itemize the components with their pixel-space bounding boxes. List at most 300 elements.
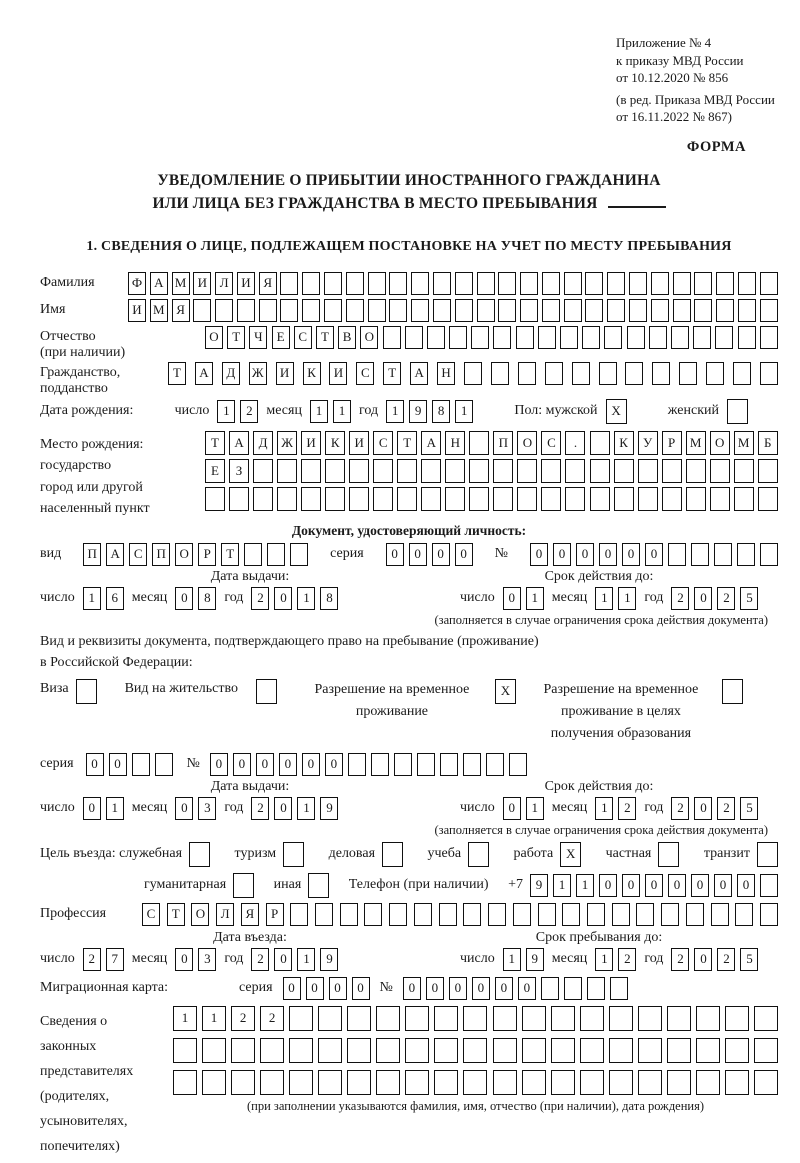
char-box[interactable] bbox=[376, 1070, 400, 1095]
char-box[interactable]: М bbox=[686, 431, 706, 455]
char-box[interactable] bbox=[545, 362, 563, 385]
char-box[interactable] bbox=[455, 299, 473, 322]
char-box[interactable] bbox=[651, 299, 669, 322]
char-box[interactable]: Я bbox=[172, 299, 190, 322]
char-box[interactable]: Р bbox=[266, 903, 284, 926]
char-box[interactable] bbox=[433, 299, 451, 322]
char-box[interactable] bbox=[290, 543, 308, 566]
char-box[interactable] bbox=[493, 1070, 517, 1095]
char-box[interactable]: 0 bbox=[426, 977, 444, 1000]
char-box[interactable] bbox=[609, 1006, 633, 1031]
char-box[interactable]: 5 bbox=[740, 587, 758, 610]
char-box[interactable] bbox=[734, 459, 754, 483]
char-box[interactable] bbox=[289, 1070, 313, 1095]
char-box[interactable]: А bbox=[410, 362, 428, 385]
char-box[interactable] bbox=[76, 679, 97, 704]
char-box[interactable] bbox=[440, 753, 458, 776]
char-box[interactable] bbox=[302, 299, 320, 322]
char-box[interactable] bbox=[318, 1070, 342, 1095]
char-box[interactable] bbox=[463, 903, 481, 926]
char-box[interactable]: 3 bbox=[198, 797, 216, 820]
char-box[interactable]: Р bbox=[198, 543, 216, 566]
char-box[interactable]: 1 bbox=[618, 587, 636, 610]
char-box[interactable] bbox=[715, 326, 733, 349]
char-box[interactable] bbox=[651, 272, 669, 295]
char-box[interactable]: 9 bbox=[530, 874, 548, 897]
char-box[interactable] bbox=[520, 272, 538, 295]
char-box[interactable] bbox=[758, 487, 778, 511]
char-box[interactable]: П bbox=[493, 431, 513, 455]
char-box[interactable] bbox=[667, 1070, 691, 1095]
char-box[interactable] bbox=[373, 487, 393, 511]
char-box[interactable] bbox=[551, 1038, 575, 1063]
char-box[interactable]: Я bbox=[259, 272, 277, 295]
char-box[interactable] bbox=[614, 487, 634, 511]
char-box[interactable]: 0 bbox=[694, 587, 712, 610]
char-box[interactable] bbox=[373, 459, 393, 483]
char-box[interactable]: 0 bbox=[403, 977, 421, 1000]
char-box[interactable]: 0 bbox=[274, 797, 292, 820]
char-box[interactable]: 0 bbox=[694, 797, 712, 820]
char-box[interactable]: X bbox=[606, 399, 627, 424]
char-box[interactable]: 1 bbox=[297, 948, 315, 971]
char-box[interactable] bbox=[434, 1070, 458, 1095]
char-box[interactable]: 5 bbox=[740, 797, 758, 820]
char-box[interactable] bbox=[433, 272, 451, 295]
char-box[interactable]: 3 bbox=[198, 948, 216, 971]
char-box[interactable]: Б bbox=[758, 431, 778, 455]
char-box[interactable] bbox=[696, 1038, 720, 1063]
char-box[interactable]: 2 bbox=[717, 797, 735, 820]
char-box[interactable] bbox=[686, 459, 706, 483]
char-box[interactable]: А bbox=[150, 272, 168, 295]
char-box[interactable] bbox=[542, 272, 560, 295]
char-box[interactable]: 1 bbox=[333, 400, 351, 423]
char-box[interactable] bbox=[346, 272, 364, 295]
char-box[interactable] bbox=[463, 1070, 487, 1095]
char-box[interactable] bbox=[260, 1038, 284, 1063]
char-box[interactable]: И bbox=[349, 431, 369, 455]
char-box[interactable]: 0 bbox=[175, 587, 193, 610]
char-box[interactable]: Ф bbox=[128, 272, 146, 295]
char-box[interactable] bbox=[541, 459, 561, 483]
char-box[interactable] bbox=[662, 459, 682, 483]
char-box[interactable] bbox=[599, 362, 617, 385]
char-box[interactable]: Т bbox=[383, 362, 401, 385]
char-box[interactable] bbox=[189, 842, 210, 867]
char-box[interactable] bbox=[610, 977, 628, 1000]
char-box[interactable]: С bbox=[294, 326, 312, 349]
char-box[interactable] bbox=[572, 362, 590, 385]
char-box[interactable]: Ж bbox=[249, 362, 267, 385]
char-box[interactable] bbox=[716, 272, 734, 295]
char-box[interactable] bbox=[693, 326, 711, 349]
char-box[interactable] bbox=[389, 272, 407, 295]
char-box[interactable]: Я bbox=[241, 903, 259, 926]
char-box[interactable]: Н bbox=[445, 431, 465, 455]
char-box[interactable] bbox=[714, 543, 732, 566]
char-box[interactable] bbox=[587, 903, 605, 926]
char-box[interactable]: 0 bbox=[256, 753, 274, 776]
char-box[interactable] bbox=[231, 1070, 255, 1095]
char-box[interactable]: 0 bbox=[694, 948, 712, 971]
char-box[interactable]: И bbox=[301, 431, 321, 455]
char-box[interactable]: 0 bbox=[449, 977, 467, 1000]
char-box[interactable]: 1 bbox=[386, 400, 404, 423]
char-box[interactable] bbox=[290, 903, 308, 926]
char-box[interactable] bbox=[580, 1006, 604, 1031]
char-box[interactable]: 0 bbox=[279, 753, 297, 776]
char-box[interactable] bbox=[517, 459, 537, 483]
char-box[interactable]: 1 bbox=[553, 874, 571, 897]
char-box[interactable] bbox=[758, 459, 778, 483]
char-box[interactable] bbox=[397, 487, 417, 511]
char-box[interactable]: 2 bbox=[251, 948, 269, 971]
char-box[interactable]: 8 bbox=[432, 400, 450, 423]
char-box[interactable] bbox=[260, 1070, 284, 1095]
char-box[interactable]: 1 bbox=[526, 797, 544, 820]
char-box[interactable] bbox=[471, 326, 489, 349]
char-box[interactable] bbox=[464, 362, 482, 385]
char-box[interactable] bbox=[754, 1038, 778, 1063]
char-box[interactable]: Т bbox=[221, 543, 239, 566]
char-box[interactable] bbox=[668, 543, 686, 566]
char-box[interactable]: 2 bbox=[671, 948, 689, 971]
char-box[interactable] bbox=[318, 1006, 342, 1031]
char-box[interactable]: 0 bbox=[622, 874, 640, 897]
char-box[interactable] bbox=[364, 903, 382, 926]
char-box[interactable]: 0 bbox=[386, 543, 404, 566]
char-box[interactable]: 0 bbox=[283, 977, 301, 1000]
char-box[interactable] bbox=[590, 487, 610, 511]
char-box[interactable] bbox=[267, 543, 285, 566]
char-box[interactable] bbox=[193, 299, 211, 322]
char-box[interactable]: 9 bbox=[526, 948, 544, 971]
char-box[interactable] bbox=[231, 1038, 255, 1063]
char-box[interactable]: З bbox=[229, 459, 249, 483]
char-box[interactable]: М bbox=[150, 299, 168, 322]
char-box[interactable] bbox=[638, 459, 658, 483]
char-box[interactable] bbox=[173, 1038, 197, 1063]
char-box[interactable] bbox=[760, 903, 778, 926]
char-box[interactable] bbox=[315, 903, 333, 926]
char-box[interactable]: 0 bbox=[432, 543, 450, 566]
char-box[interactable]: 2 bbox=[717, 587, 735, 610]
char-box[interactable]: 0 bbox=[83, 797, 101, 820]
char-box[interactable]: Н bbox=[437, 362, 455, 385]
char-box[interactable]: 0 bbox=[645, 543, 663, 566]
char-box[interactable] bbox=[734, 487, 754, 511]
char-box[interactable] bbox=[347, 1006, 371, 1031]
char-box[interactable] bbox=[522, 1006, 546, 1031]
char-box[interactable] bbox=[259, 299, 277, 322]
char-box[interactable] bbox=[463, 1006, 487, 1031]
char-box[interactable] bbox=[737, 543, 755, 566]
char-box[interactable] bbox=[132, 753, 150, 776]
char-box[interactable] bbox=[604, 326, 622, 349]
char-box[interactable]: 0 bbox=[518, 977, 536, 1000]
char-box[interactable]: 8 bbox=[320, 587, 338, 610]
char-box[interactable]: Т bbox=[227, 326, 245, 349]
char-box[interactable] bbox=[727, 399, 748, 424]
char-box[interactable]: С bbox=[373, 431, 393, 455]
char-box[interactable]: Е bbox=[272, 326, 290, 349]
char-box[interactable] bbox=[513, 903, 531, 926]
char-box[interactable]: Л bbox=[216, 903, 234, 926]
char-box[interactable]: 0 bbox=[274, 948, 292, 971]
char-box[interactable] bbox=[325, 487, 345, 511]
char-box[interactable]: М bbox=[734, 431, 754, 455]
char-box[interactable]: 2 bbox=[231, 1006, 255, 1031]
char-box[interactable]: 0 bbox=[109, 753, 127, 776]
char-box[interactable] bbox=[397, 459, 417, 483]
char-box[interactable] bbox=[564, 272, 582, 295]
char-box[interactable] bbox=[486, 753, 504, 776]
char-box[interactable] bbox=[629, 299, 647, 322]
char-box[interactable] bbox=[609, 1070, 633, 1095]
char-box[interactable] bbox=[347, 1038, 371, 1063]
char-box[interactable] bbox=[280, 299, 298, 322]
char-box[interactable] bbox=[667, 1006, 691, 1031]
char-box[interactable] bbox=[301, 487, 321, 511]
char-box[interactable] bbox=[551, 1070, 575, 1095]
char-box[interactable] bbox=[658, 842, 679, 867]
char-box[interactable] bbox=[733, 362, 751, 385]
char-box[interactable] bbox=[421, 459, 441, 483]
char-box[interactable] bbox=[324, 299, 342, 322]
char-box[interactable] bbox=[760, 326, 778, 349]
char-box[interactable] bbox=[754, 1070, 778, 1095]
char-box[interactable] bbox=[691, 543, 709, 566]
char-box[interactable] bbox=[493, 1038, 517, 1063]
char-box[interactable]: 2 bbox=[83, 948, 101, 971]
char-box[interactable]: 9 bbox=[409, 400, 427, 423]
char-box[interactable]: 0 bbox=[175, 797, 193, 820]
char-box[interactable] bbox=[455, 272, 473, 295]
char-box[interactable] bbox=[696, 1070, 720, 1095]
char-box[interactable] bbox=[673, 299, 691, 322]
char-box[interactable] bbox=[349, 487, 369, 511]
char-box[interactable]: 8 bbox=[198, 587, 216, 610]
char-box[interactable] bbox=[710, 487, 730, 511]
char-box[interactable] bbox=[324, 272, 342, 295]
char-box[interactable] bbox=[405, 1070, 429, 1095]
char-box[interactable]: Е bbox=[205, 459, 225, 483]
char-box[interactable] bbox=[302, 272, 320, 295]
char-box[interactable] bbox=[301, 459, 321, 483]
char-box[interactable]: 2 bbox=[260, 1006, 284, 1031]
char-box[interactable] bbox=[215, 299, 233, 322]
char-box[interactable] bbox=[289, 1038, 313, 1063]
char-box[interactable]: 0 bbox=[668, 874, 686, 897]
char-box[interactable]: О bbox=[360, 326, 378, 349]
char-box[interactable]: В bbox=[338, 326, 356, 349]
char-box[interactable]: О bbox=[205, 326, 223, 349]
char-box[interactable] bbox=[710, 459, 730, 483]
char-box[interactable]: 1 bbox=[595, 948, 613, 971]
char-box[interactable] bbox=[469, 431, 489, 455]
char-box[interactable]: У bbox=[638, 431, 658, 455]
char-box[interactable] bbox=[349, 459, 369, 483]
char-box[interactable] bbox=[411, 272, 429, 295]
char-box[interactable] bbox=[686, 487, 706, 511]
char-box[interactable]: Ч bbox=[249, 326, 267, 349]
char-box[interactable] bbox=[346, 299, 364, 322]
char-box[interactable] bbox=[348, 753, 366, 776]
char-box[interactable] bbox=[662, 487, 682, 511]
char-box[interactable] bbox=[565, 487, 585, 511]
char-box[interactable] bbox=[389, 903, 407, 926]
char-box[interactable] bbox=[757, 842, 778, 867]
char-box[interactable]: 1 bbox=[83, 587, 101, 610]
char-box[interactable] bbox=[694, 299, 712, 322]
char-box[interactable] bbox=[463, 1038, 487, 1063]
char-box[interactable] bbox=[277, 459, 297, 483]
char-box[interactable]: И bbox=[193, 272, 211, 295]
char-box[interactable] bbox=[716, 299, 734, 322]
char-box[interactable] bbox=[493, 487, 513, 511]
char-box[interactable] bbox=[587, 977, 605, 1000]
char-box[interactable] bbox=[541, 487, 561, 511]
char-box[interactable]: 1 bbox=[217, 400, 235, 423]
char-box[interactable]: . bbox=[565, 431, 585, 455]
char-box[interactable]: О bbox=[517, 431, 537, 455]
char-box[interactable] bbox=[725, 1038, 749, 1063]
char-box[interactable]: И bbox=[237, 272, 255, 295]
char-box[interactable] bbox=[735, 903, 753, 926]
char-box[interactable]: Т bbox=[167, 903, 185, 926]
char-box[interactable]: 0 bbox=[503, 797, 521, 820]
char-box[interactable] bbox=[667, 1038, 691, 1063]
char-box[interactable] bbox=[649, 326, 667, 349]
char-box[interactable]: Т bbox=[397, 431, 417, 455]
char-box[interactable] bbox=[468, 842, 489, 867]
char-box[interactable] bbox=[696, 1006, 720, 1031]
char-box[interactable] bbox=[421, 487, 441, 511]
char-box[interactable] bbox=[738, 272, 756, 295]
char-box[interactable] bbox=[289, 1006, 313, 1031]
char-box[interactable]: 0 bbox=[175, 948, 193, 971]
char-box[interactable]: Д bbox=[222, 362, 240, 385]
char-box[interactable]: А bbox=[229, 431, 249, 455]
char-box[interactable] bbox=[477, 272, 495, 295]
char-box[interactable] bbox=[638, 487, 658, 511]
char-box[interactable]: 2 bbox=[717, 948, 735, 971]
char-box[interactable] bbox=[738, 326, 756, 349]
char-box[interactable]: 0 bbox=[503, 587, 521, 610]
char-box[interactable]: 0 bbox=[691, 874, 709, 897]
char-box[interactable] bbox=[253, 459, 273, 483]
char-box[interactable] bbox=[517, 487, 537, 511]
char-box[interactable]: С bbox=[142, 903, 160, 926]
char-box[interactable]: Л bbox=[215, 272, 233, 295]
char-box[interactable] bbox=[580, 1038, 604, 1063]
char-box[interactable]: 0 bbox=[645, 874, 663, 897]
char-box[interactable] bbox=[417, 753, 435, 776]
char-box[interactable]: Т bbox=[316, 326, 334, 349]
char-box[interactable] bbox=[612, 903, 630, 926]
char-box[interactable] bbox=[636, 903, 654, 926]
char-box[interactable] bbox=[538, 326, 556, 349]
char-box[interactable] bbox=[469, 487, 489, 511]
char-box[interactable]: 1 bbox=[106, 797, 124, 820]
char-box[interactable]: 0 bbox=[495, 977, 513, 1000]
char-box[interactable] bbox=[233, 873, 254, 898]
char-box[interactable] bbox=[560, 326, 578, 349]
char-box[interactable]: С bbox=[129, 543, 147, 566]
char-box[interactable] bbox=[629, 272, 647, 295]
char-box[interactable]: 6 bbox=[106, 587, 124, 610]
char-box[interactable] bbox=[439, 903, 457, 926]
char-box[interactable]: 0 bbox=[233, 753, 251, 776]
char-box[interactable] bbox=[522, 1038, 546, 1063]
char-box[interactable]: Т bbox=[205, 431, 225, 455]
char-box[interactable] bbox=[580, 1070, 604, 1095]
char-box[interactable] bbox=[520, 299, 538, 322]
char-box[interactable] bbox=[760, 543, 778, 566]
char-box[interactable] bbox=[488, 903, 506, 926]
char-box[interactable]: 0 bbox=[737, 874, 755, 897]
char-box[interactable] bbox=[564, 977, 582, 1000]
char-box[interactable]: 0 bbox=[455, 543, 473, 566]
char-box[interactable]: И bbox=[128, 299, 146, 322]
char-box[interactable] bbox=[585, 299, 603, 322]
char-box[interactable]: 7 bbox=[106, 948, 124, 971]
char-box[interactable] bbox=[760, 362, 778, 385]
char-box[interactable] bbox=[325, 459, 345, 483]
char-box[interactable] bbox=[244, 543, 262, 566]
char-box[interactable] bbox=[722, 679, 743, 704]
char-box[interactable]: С bbox=[541, 431, 561, 455]
char-box[interactable]: 5 bbox=[740, 948, 758, 971]
char-box[interactable] bbox=[582, 326, 600, 349]
char-box[interactable]: 2 bbox=[251, 587, 269, 610]
char-box[interactable] bbox=[541, 977, 559, 1000]
char-box[interactable]: 2 bbox=[618, 797, 636, 820]
char-box[interactable]: 1 bbox=[297, 797, 315, 820]
char-box[interactable] bbox=[498, 299, 516, 322]
char-box[interactable] bbox=[686, 903, 704, 926]
char-box[interactable]: О bbox=[175, 543, 193, 566]
char-box[interactable]: 0 bbox=[472, 977, 490, 1000]
char-box[interactable] bbox=[340, 903, 358, 926]
char-box[interactable]: 0 bbox=[329, 977, 347, 1000]
char-box[interactable] bbox=[280, 272, 298, 295]
char-box[interactable]: 1 bbox=[173, 1006, 197, 1031]
char-box[interactable]: Д bbox=[253, 431, 273, 455]
char-box[interactable] bbox=[405, 326, 423, 349]
char-box[interactable]: П bbox=[83, 543, 101, 566]
char-box[interactable]: 2 bbox=[251, 797, 269, 820]
char-box[interactable] bbox=[477, 299, 495, 322]
char-box[interactable]: 0 bbox=[622, 543, 640, 566]
char-box[interactable]: А bbox=[195, 362, 213, 385]
char-box[interactable]: 1 bbox=[576, 874, 594, 897]
char-box[interactable]: Ж bbox=[277, 431, 297, 455]
char-box[interactable]: 2 bbox=[618, 948, 636, 971]
char-box[interactable] bbox=[609, 1038, 633, 1063]
char-box[interactable] bbox=[205, 487, 225, 511]
char-box[interactable] bbox=[760, 874, 778, 897]
char-box[interactable] bbox=[376, 1006, 400, 1031]
char-box[interactable] bbox=[253, 487, 273, 511]
char-box[interactable]: К bbox=[303, 362, 321, 385]
char-box[interactable]: 0 bbox=[409, 543, 427, 566]
char-box[interactable] bbox=[638, 1038, 662, 1063]
char-box[interactable] bbox=[368, 272, 386, 295]
char-box[interactable] bbox=[383, 326, 401, 349]
char-box[interactable]: А bbox=[106, 543, 124, 566]
